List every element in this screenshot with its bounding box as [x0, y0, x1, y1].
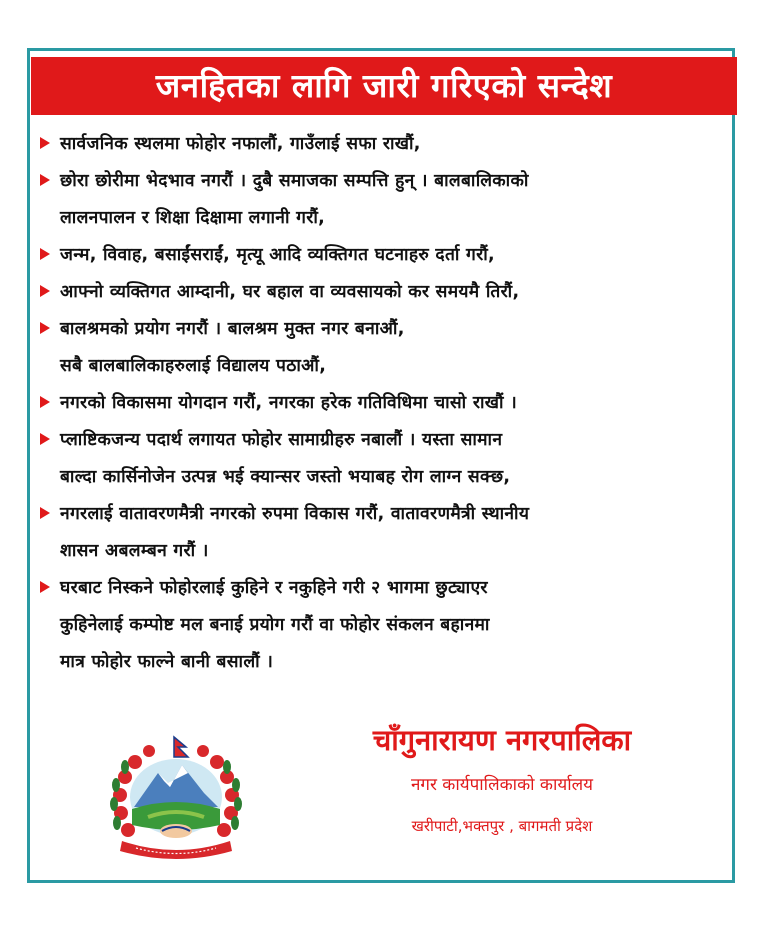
message-line: बालश्रमको प्रयोग नगरौं । बालश्रम मुक्त नगर बनाऔं,	[60, 319, 405, 339]
message-item	[34, 237, 734, 274]
message-item	[34, 311, 734, 385]
message-item	[34, 496, 734, 570]
message-line: कुहिनेलाई कम्पोष्ट मल बनाई प्रयोग गरौं वा फोहोर संकलन बहानमा	[60, 615, 490, 635]
message-item	[34, 163, 734, 237]
bullet-arrow-icon	[40, 507, 50, 519]
message-line: आफ्नो व्यक्तिगत आम्दानी, घर बहाल वा व्यवसायको कर समयमै तिरौं,	[60, 282, 520, 302]
message-line: छोरा छोरीमा भेदभाव नगरौं । दुबै समाजका सम्पत्ति हुन् । बालबालिकाको	[60, 171, 529, 191]
bullet-arrow-icon	[40, 248, 50, 260]
message-line: नगरको विकासमा योगदान गरौं, नगरका हरेक गतिविधिमा चासो राखौं ।	[60, 393, 518, 413]
message-item	[34, 274, 734, 311]
message-line: बाल्दा कार्सिनोजेन उत्पन्न भई क्यान्सर जस्तो भयाबह रोग लाग्न सक्छ,	[60, 467, 511, 487]
message-line: लालनपालन र शिक्षा दिक्षामा लगानी गरौं,	[60, 208, 326, 228]
message-line: नगरलाई वातावरणमैत्री नगरको रुपमा विकास गरौं, वातावरणमैत्री स्थानीय	[60, 504, 530, 524]
bullet-arrow-icon	[40, 433, 50, 445]
message-line: घरबाट निस्कने फोहोरलाई कुहिने र नकुहिने गरी २ भागमा छुट्याएर	[60, 578, 488, 598]
bullet-arrow-icon	[40, 322, 50, 334]
message-line: सबै बालबालिकाहरुलाई विद्यालय पठाऔं,	[60, 356, 327, 376]
message-line: मात्र फोहोर फाल्ने बानी बसालौं ।	[60, 652, 274, 672]
message-item	[34, 422, 734, 496]
bullet-arrow-icon	[40, 285, 50, 297]
handshake-icon	[160, 824, 192, 838]
notice-title: जनहितका लागि जारी गरिएको सन्देश	[31, 57, 737, 115]
message-item	[34, 570, 734, 681]
message-item	[34, 126, 734, 163]
bullet-arrow-icon	[40, 137, 50, 149]
message-line: सार्वजनिक स्थलमा फोहोर नफालौं, गाउँलाई सफा राखौं,	[60, 134, 421, 154]
message-list	[34, 126, 734, 681]
message-item	[34, 385, 734, 422]
office-name: नगर कार्यपालिकाको कार्यालय	[410, 775, 594, 795]
message-line: प्लाष्टिकजन्य पदार्थ लगायत फोहोर सामाग्रीहरु नबालौं । यस्ता सामान	[60, 430, 503, 450]
nepal-flag-icon	[174, 737, 188, 757]
message-line: शासन अबलम्बन गरौं ।	[60, 541, 209, 561]
message-line: जन्म, विवाह, बसाईंसराईं, मृत्यू आदि व्यक्तिगत घटनाहरु दर्ता गरौं,	[60, 245, 495, 265]
office-address: खरीपाटी,भक्तपुर , बागमती प्रदेश	[411, 817, 593, 835]
municipality-name: चाँगुनारायण नगरपालिका	[372, 723, 632, 757]
nepal-emblem-icon	[108, 735, 244, 861]
bullet-arrow-icon	[40, 174, 50, 186]
bullet-arrow-icon	[40, 396, 50, 408]
bullet-arrow-icon	[40, 581, 50, 593]
